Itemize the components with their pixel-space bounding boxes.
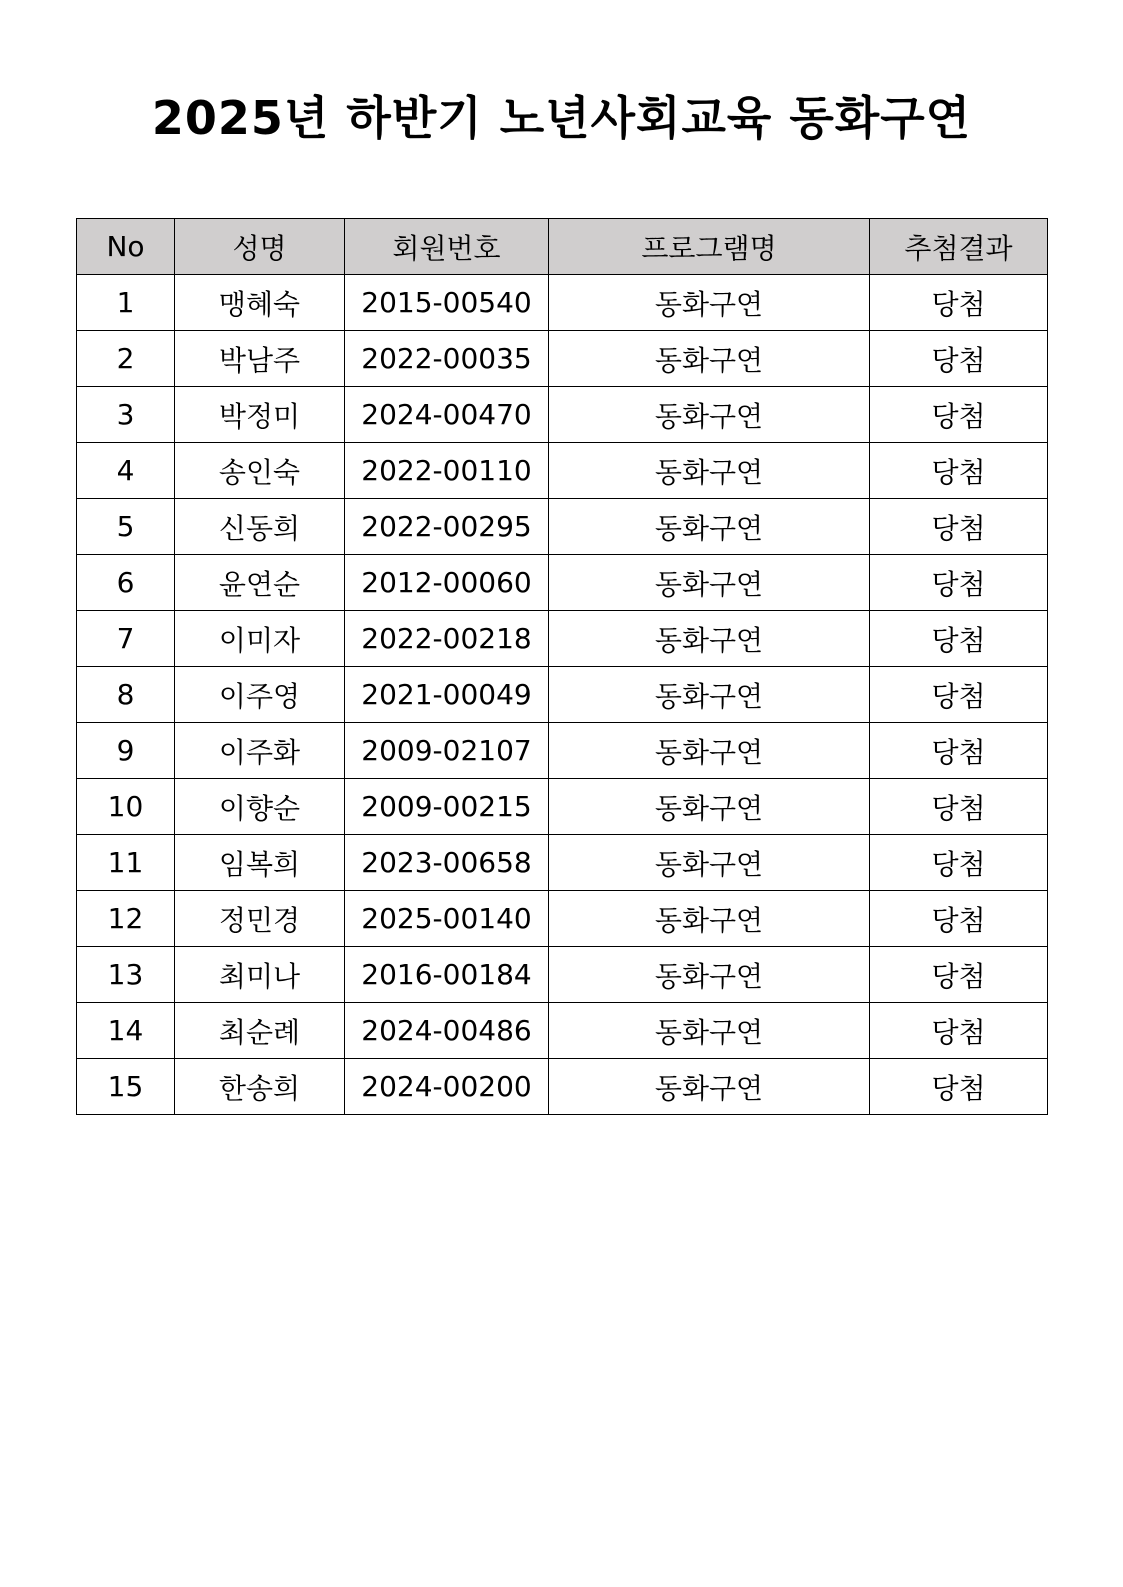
cell-member-number: 2023-00658 (345, 835, 549, 891)
cell-member-number: 2009-02107 (345, 723, 549, 779)
header-name: 성명 (175, 219, 345, 275)
cell-member-number: 2024-00486 (345, 1003, 549, 1059)
cell-member-number: 2021-00049 (345, 667, 549, 723)
cell-member-number: 2009-00215 (345, 779, 549, 835)
table-row (77, 275, 1048, 331)
cell-program-name: 동화구연 (549, 387, 870, 443)
cell-draw-result: 당첨 (870, 891, 1048, 947)
cell-name: 박남주 (175, 331, 345, 387)
cell-no: 10 (77, 779, 175, 835)
cell-name: 이미자 (175, 611, 345, 667)
header-program-name: 프로그램명 (549, 219, 870, 275)
cell-name: 이향순 (175, 779, 345, 835)
header-draw-result: 추첨결과 (870, 219, 1048, 275)
cell-no: 15 (77, 1059, 175, 1115)
cell-member-number: 2016-00184 (345, 947, 549, 1003)
cell-no: 4 (77, 443, 175, 499)
table-row (77, 499, 1048, 555)
cell-draw-result: 당첨 (870, 947, 1048, 1003)
table-row (77, 611, 1048, 667)
cell-name: 정민경 (175, 891, 345, 947)
cell-member-number: 2022-00035 (345, 331, 549, 387)
table-row (77, 443, 1048, 499)
cell-no: 6 (77, 555, 175, 611)
cell-draw-result: 당첨 (870, 1003, 1048, 1059)
cell-program-name: 동화구연 (549, 275, 870, 331)
cell-program-name: 동화구연 (549, 947, 870, 1003)
table-row (77, 779, 1048, 835)
cell-no: 12 (77, 891, 175, 947)
cell-member-number: 2022-00218 (345, 611, 549, 667)
cell-program-name: 동화구연 (549, 1059, 870, 1115)
cell-program-name: 동화구연 (549, 779, 870, 835)
cell-no: 8 (77, 667, 175, 723)
cell-draw-result: 당첨 (870, 499, 1048, 555)
cell-draw-result: 당첨 (870, 667, 1048, 723)
table-row (77, 835, 1048, 891)
cell-program-name: 동화구연 (549, 555, 870, 611)
cell-name: 박정미 (175, 387, 345, 443)
table-row (77, 555, 1048, 611)
table-row (77, 723, 1048, 779)
cell-program-name: 동화구연 (549, 723, 870, 779)
cell-program-name: 동화구연 (549, 443, 870, 499)
table-row (77, 1059, 1048, 1115)
cell-draw-result: 당첨 (870, 723, 1048, 779)
cell-draw-result: 당첨 (870, 555, 1048, 611)
cell-member-number: 2012-00060 (345, 555, 549, 611)
cell-program-name: 동화구연 (549, 1003, 870, 1059)
cell-no: 7 (77, 611, 175, 667)
cell-no: 14 (77, 1003, 175, 1059)
cell-draw-result: 당첨 (870, 1059, 1048, 1115)
cell-name: 최미나 (175, 947, 345, 1003)
cell-no: 3 (77, 387, 175, 443)
cell-no: 2 (77, 331, 175, 387)
page-title: 2025년 하반기 노년사회교육 동화구연 (151, 91, 972, 145)
table-row (77, 947, 1048, 1003)
cell-program-name: 동화구연 (549, 611, 870, 667)
cell-member-number: 2022-00295 (345, 499, 549, 555)
cell-program-name: 동화구연 (549, 331, 870, 387)
cell-member-number: 2024-00200 (345, 1059, 549, 1115)
cell-draw-result: 당첨 (870, 387, 1048, 443)
cell-name: 윤연순 (175, 555, 345, 611)
cell-member-number: 2025-00140 (345, 891, 549, 947)
cell-draw-result: 당첨 (870, 275, 1048, 331)
cell-member-number: 2024-00470 (345, 387, 549, 443)
cell-name: 한송희 (175, 1059, 345, 1115)
cell-draw-result: 당첨 (870, 611, 1048, 667)
cell-name: 이주영 (175, 667, 345, 723)
header-member-number: 회원번호 (345, 219, 549, 275)
table-row (77, 1003, 1048, 1059)
cell-no: 11 (77, 835, 175, 891)
cell-draw-result: 당첨 (870, 443, 1048, 499)
cell-no: 5 (77, 499, 175, 555)
cell-program-name: 동화구연 (549, 667, 870, 723)
cell-name: 이주화 (175, 723, 345, 779)
cell-name: 맹혜숙 (175, 275, 345, 331)
cell-program-name: 동화구연 (549, 891, 870, 947)
lottery-result-table (76, 218, 1048, 1115)
cell-draw-result: 당첨 (870, 835, 1048, 891)
cell-no: 13 (77, 947, 175, 1003)
table-row (77, 387, 1048, 443)
cell-member-number: 2015-00540 (345, 275, 549, 331)
cell-name: 신동희 (175, 499, 345, 555)
table-row (77, 331, 1048, 387)
cell-no: 9 (77, 723, 175, 779)
cell-no: 1 (77, 275, 175, 331)
cell-draw-result: 당첨 (870, 779, 1048, 835)
cell-program-name: 동화구연 (549, 499, 870, 555)
cell-draw-result: 당첨 (870, 331, 1048, 387)
cell-name: 최순례 (175, 1003, 345, 1059)
cell-program-name: 동화구연 (549, 835, 870, 891)
header-no: No (77, 219, 175, 275)
table-body (77, 275, 1048, 1115)
table-header-row (77, 219, 1048, 275)
table-row (77, 891, 1048, 947)
table-row (77, 667, 1048, 723)
cell-member-number: 2022-00110 (345, 443, 549, 499)
cell-name: 송인숙 (175, 443, 345, 499)
cell-name: 임복희 (175, 835, 345, 891)
